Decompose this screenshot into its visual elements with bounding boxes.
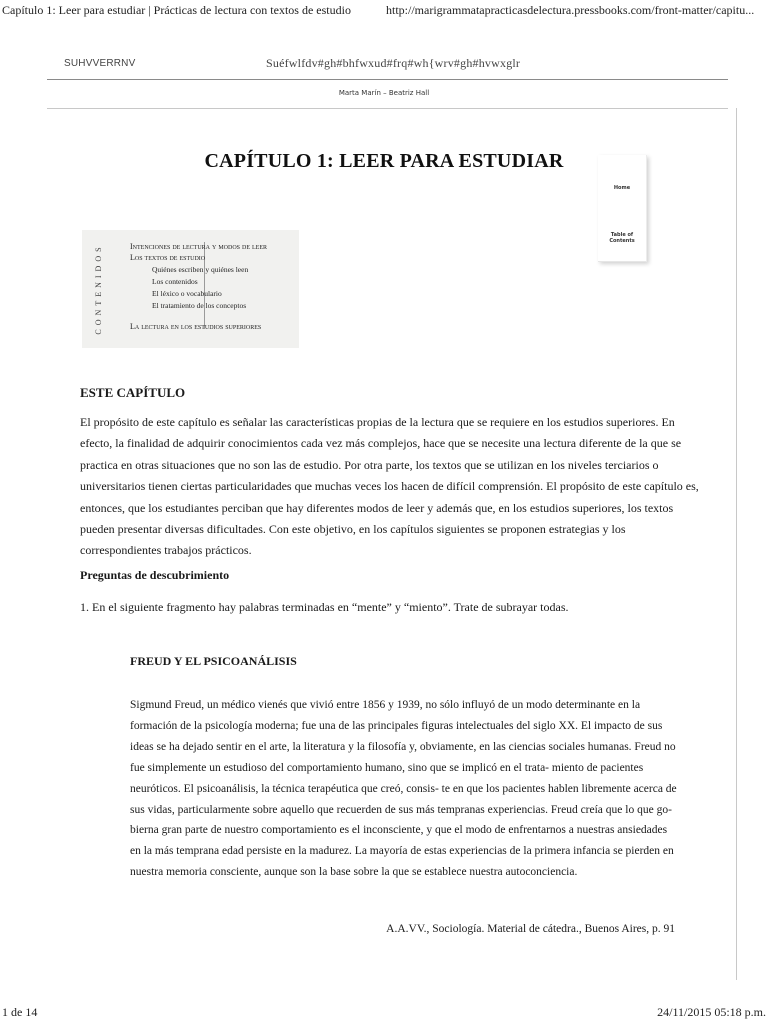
table-of-contents-link[interactable]: Table of Contents [609,232,635,244]
running-header-left: SUHVVERRNV [64,58,136,69]
print-datetime: 24/11/2015 05:18 p.m. [657,1005,766,1019]
chapter-title: CAPÍTULO 1: LEER PARA ESTUDIAR [204,150,564,172]
contents-item: Intenciones de lectura y modos de leer [130,242,267,251]
print-page-title: Capítulo 1: Leer para estudiar | Prácticas de lectura con textos de estudio [2,3,351,17]
header-divider [47,79,728,80]
section-heading: ESTE CAPÍTULO [80,385,186,400]
contents-item: Los textos de estudio [130,253,206,262]
section-body-paragraph: El propósito de este capítulo es señalar las características propias de la lectura que se requiere en los estudios superiores. En efecto, la finalidad de adquirir conocimientos cada vez más complejos, hace que se necesite una lectura diferente de la que se practica en otras situaciones que no son las de estudio. Por otra parte, los textos que se utilizan en los niveles terciarios o universitarios tienen ciertas particularidades que muchas veces los hacen de difícil comprensión. El propósito de este capítulo es, entonces, que los estudiantes perciban que hay diferentes modos de leer y además que, en los estudios superiores, los textos pueden presentar diversas dificultades. Con este objetivo, en los capítulos siguientes se proponen estrategias y los correspondientes trabajos prácticos. [80,415,699,558]
chapter-contents-box [82,230,299,348]
discovery-questions-heading: Preguntas de descubrimiento [80,568,230,582]
home-link[interactable]: Home [613,185,631,191]
print-footer [0,1002,768,1024]
print-page-number: 1 de 14 [2,1005,38,1019]
running-header-title: Suéfwlfdv#gh#bhfwxud#frq#wh{wrv#gh#hvwxglr [266,56,521,70]
contents-vertical-label: CONTENIDOS [94,243,103,335]
excerpt-body: Sigmund Freud, un médico vienés que vivió entre 1856 y 1939, no sólo influyó de un modo determinante en la formación de la psicología moderna; fue una de las principales figuras intelectuales del siglo XX. El impacto de sus ideas se ha dejado sentir en el arte, la literatura y la filosofía y, obviamente, en las ciencias sociales humanas. Freud no fue simplemente un estudioso del comportamiento humano, sino que se implicó en el trata- miento de pacientes neuróticos. El psicoanálisis, la técnica terapéutica que creó, consis- te en que los pacientes hablen libremente acerca de sus vidas, particularmente sobre aquello que recuerden de sus más tempranas experiencias. Freud creía que lo que go- bierna gran parte de nuestro comportamiento es el inconsciente, y que el modo de enfrentarnos a nuestras ansiedades en la más temprana edad persiste en la madurez. La mayoría de estas experiencias de la primera infancia se pierden en nuestra memoria consciente, aunque son la base sobre la que se establece nuestra autoconciencia. [130,699,677,879]
running-header [0,58,768,74]
side-navigation [598,155,647,262]
excerpt-title: FREUD Y EL PSICOANÁLISIS [130,654,297,668]
content-top-divider [47,108,728,109]
content-right-border [736,108,737,980]
contents-subitem: Los contenidos [152,277,198,286]
contents-subitem: Quiénes escriben y quiénes leen [152,265,249,274]
contents-item: La lectura en los estudios superiores [130,322,262,331]
excerpt-citation: A.A.VV., Sociología. Material de cátedra., Buenos Aires, p. 91 [386,923,675,935]
print-header [0,0,768,20]
contents-subitem: El léxico o vocabulario [152,289,222,298]
authors-line: Marta Marín – Beatriz Hall [338,89,430,97]
discovery-question: 1. En el siguiente fragmento hay palabras terminadas en “mente” y “miento”. Trate de subrayar todas. [80,600,569,614]
print-page-url: http://marigrammatapracticasdelectura.pressbooks.com/front-matter/capitu... [386,3,755,17]
contents-subitem: El tratamiento de los conceptos [152,301,247,310]
